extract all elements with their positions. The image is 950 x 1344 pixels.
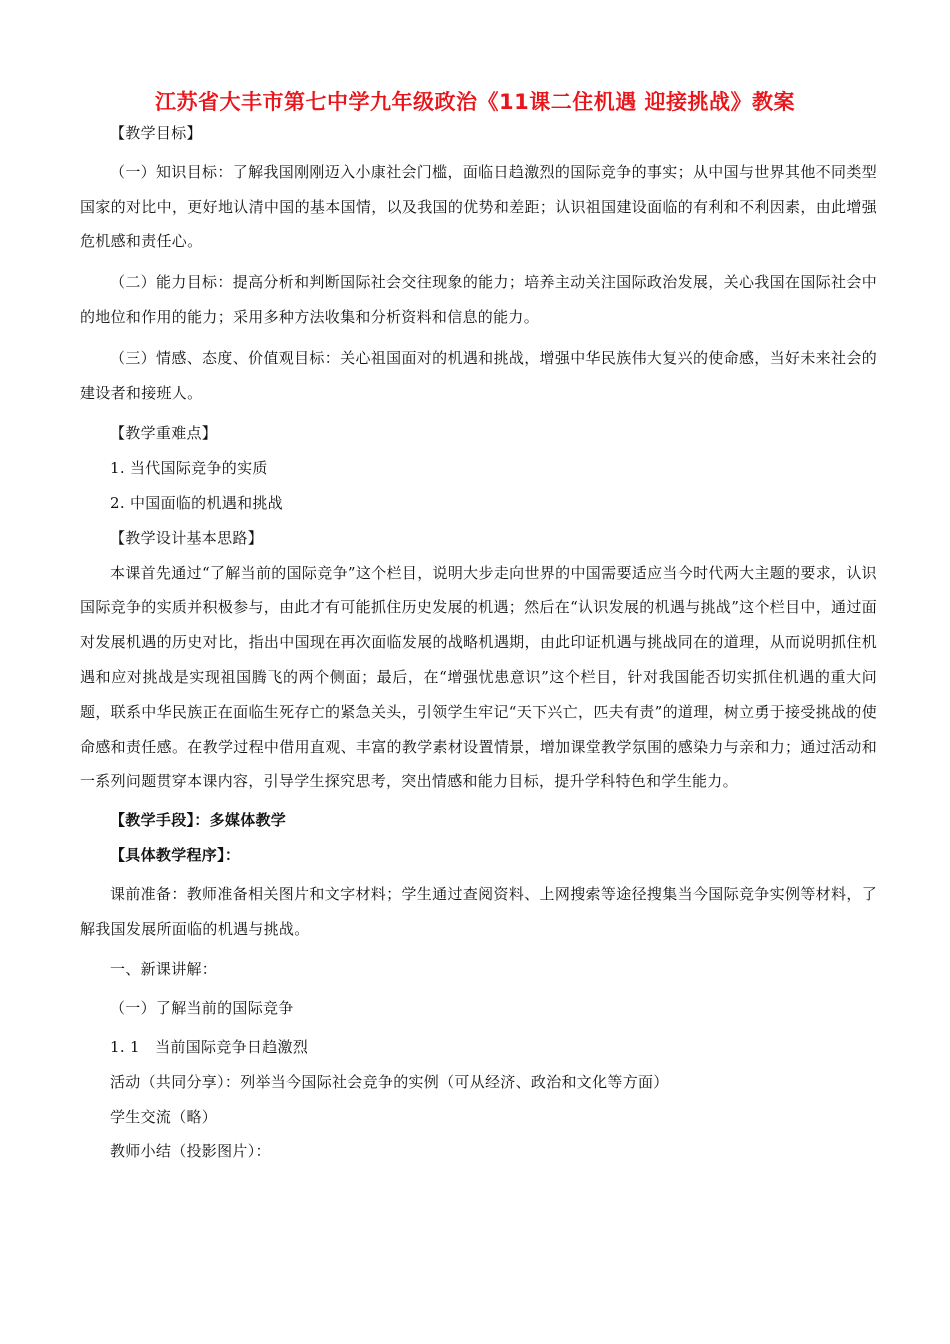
key-point-item: 2. 中国面临的机遇和挑战 — [110, 493, 283, 512]
design-heading: 【教学设计基本思路】 — [110, 528, 264, 547]
sub-section-heading: （一）了解当前的国际竞争 — [110, 999, 294, 1018]
point-heading: 1. 1 当前国际竞争日趋激烈 — [110, 1037, 309, 1056]
student-exchange-line: 学生交流（略） — [110, 1107, 218, 1126]
teacher-summary-line: 教师小结（投影图片）： — [110, 1142, 271, 1161]
preparation-paragraph: 课前准备：教师准备相关图片和文字材料；学生通过查阅资料、上网搜索等途径搜集当今国际竞争实例等材料，了解我国发展所面临的机遇与挑战。 — [80, 884, 877, 938]
procedure-heading: 【具体教学程序】： — [110, 845, 241, 864]
goal-knowledge-paragraph: （一）知识目标：了解我国刚刚迈入小康社会门槛，面临日趋激烈的国际竞争的事实；从中国与世界其他不同类型国家的对比中，更好地认清中国的基本国情，以及我国的优势和差距；认识祖国建设面临的有利和不利因素，由此增强危机感和责任心。 — [80, 162, 877, 251]
goal-ability-paragraph: （二）能力目标：提高分析和判断国际社会交往现象的能力；培养主动关注国际政治发展，关心我国在国际社会中的地位和作用的能力；采用多种方法收集和分析资料和信息的能力。 — [80, 273, 877, 326]
design-paragraph: 本课首先通过“了解当前的国际竞争”这个栏目，说明大步走向世界的中国需要适应当今时代两大主题的要求，认识国际竞争的实质并积极参与，由此才有可能抓住历史发展的机遇；然后在“认识发展的机遇与挑战”这个栏目中，通过面对发展机遇的历史对比，指出中国现在再次面临发展的战略机遇期，由此印证机遇与挑战同在的道理，从而说明抓住机遇和应对挑战是实现祖国腾飞的两个侧面；最后，在“增强忧患意识”这个栏目，针对我国能否切实抓住机遇的重大问题，联系中华民族正在面临生死存亡的紧急关头，引领学生牢记“天下兴亡，匹夫有责”的道理，树立勇于接受挑战的使命感和责任感。在教学过程中借用直观、丰富的教学素材设置情景，增加课堂教学氛围的感染力与亲和力；通过活动和一系列问题贯穿本课内容，引导学生探究思考，突出情感和能力目标，提升学科特色和学生能力。 — [80, 563, 877, 791]
document-title: 江苏省大丰市第七中学九年级政治《11课二住机遇 迎接挑战》教案 — [154, 90, 796, 114]
new-lesson-heading: 一、新课讲解： — [110, 960, 218, 979]
document-body — [80, 116, 877, 1169]
goal-emotion-paragraph: （三）情感、态度、价值观目标：关心祖国面对的机遇和挑战，增强中华民族伟大复兴的使命感，当好未来社会的建设者和接班人。 — [80, 348, 877, 402]
teaching-means: 【教学手段】：多媒体教学 — [110, 811, 287, 830]
goals-heading: 【教学目标】 — [110, 124, 202, 142]
key-points-heading: 【教学重难点】 — [110, 424, 218, 443]
key-point-item: 1. 当代国际竞争的实质 — [110, 459, 268, 478]
activity-line: 活动（共同分享）：列举当今国际社会竞争的实例（可从经济、政治和文化等方面） — [110, 1072, 669, 1091]
